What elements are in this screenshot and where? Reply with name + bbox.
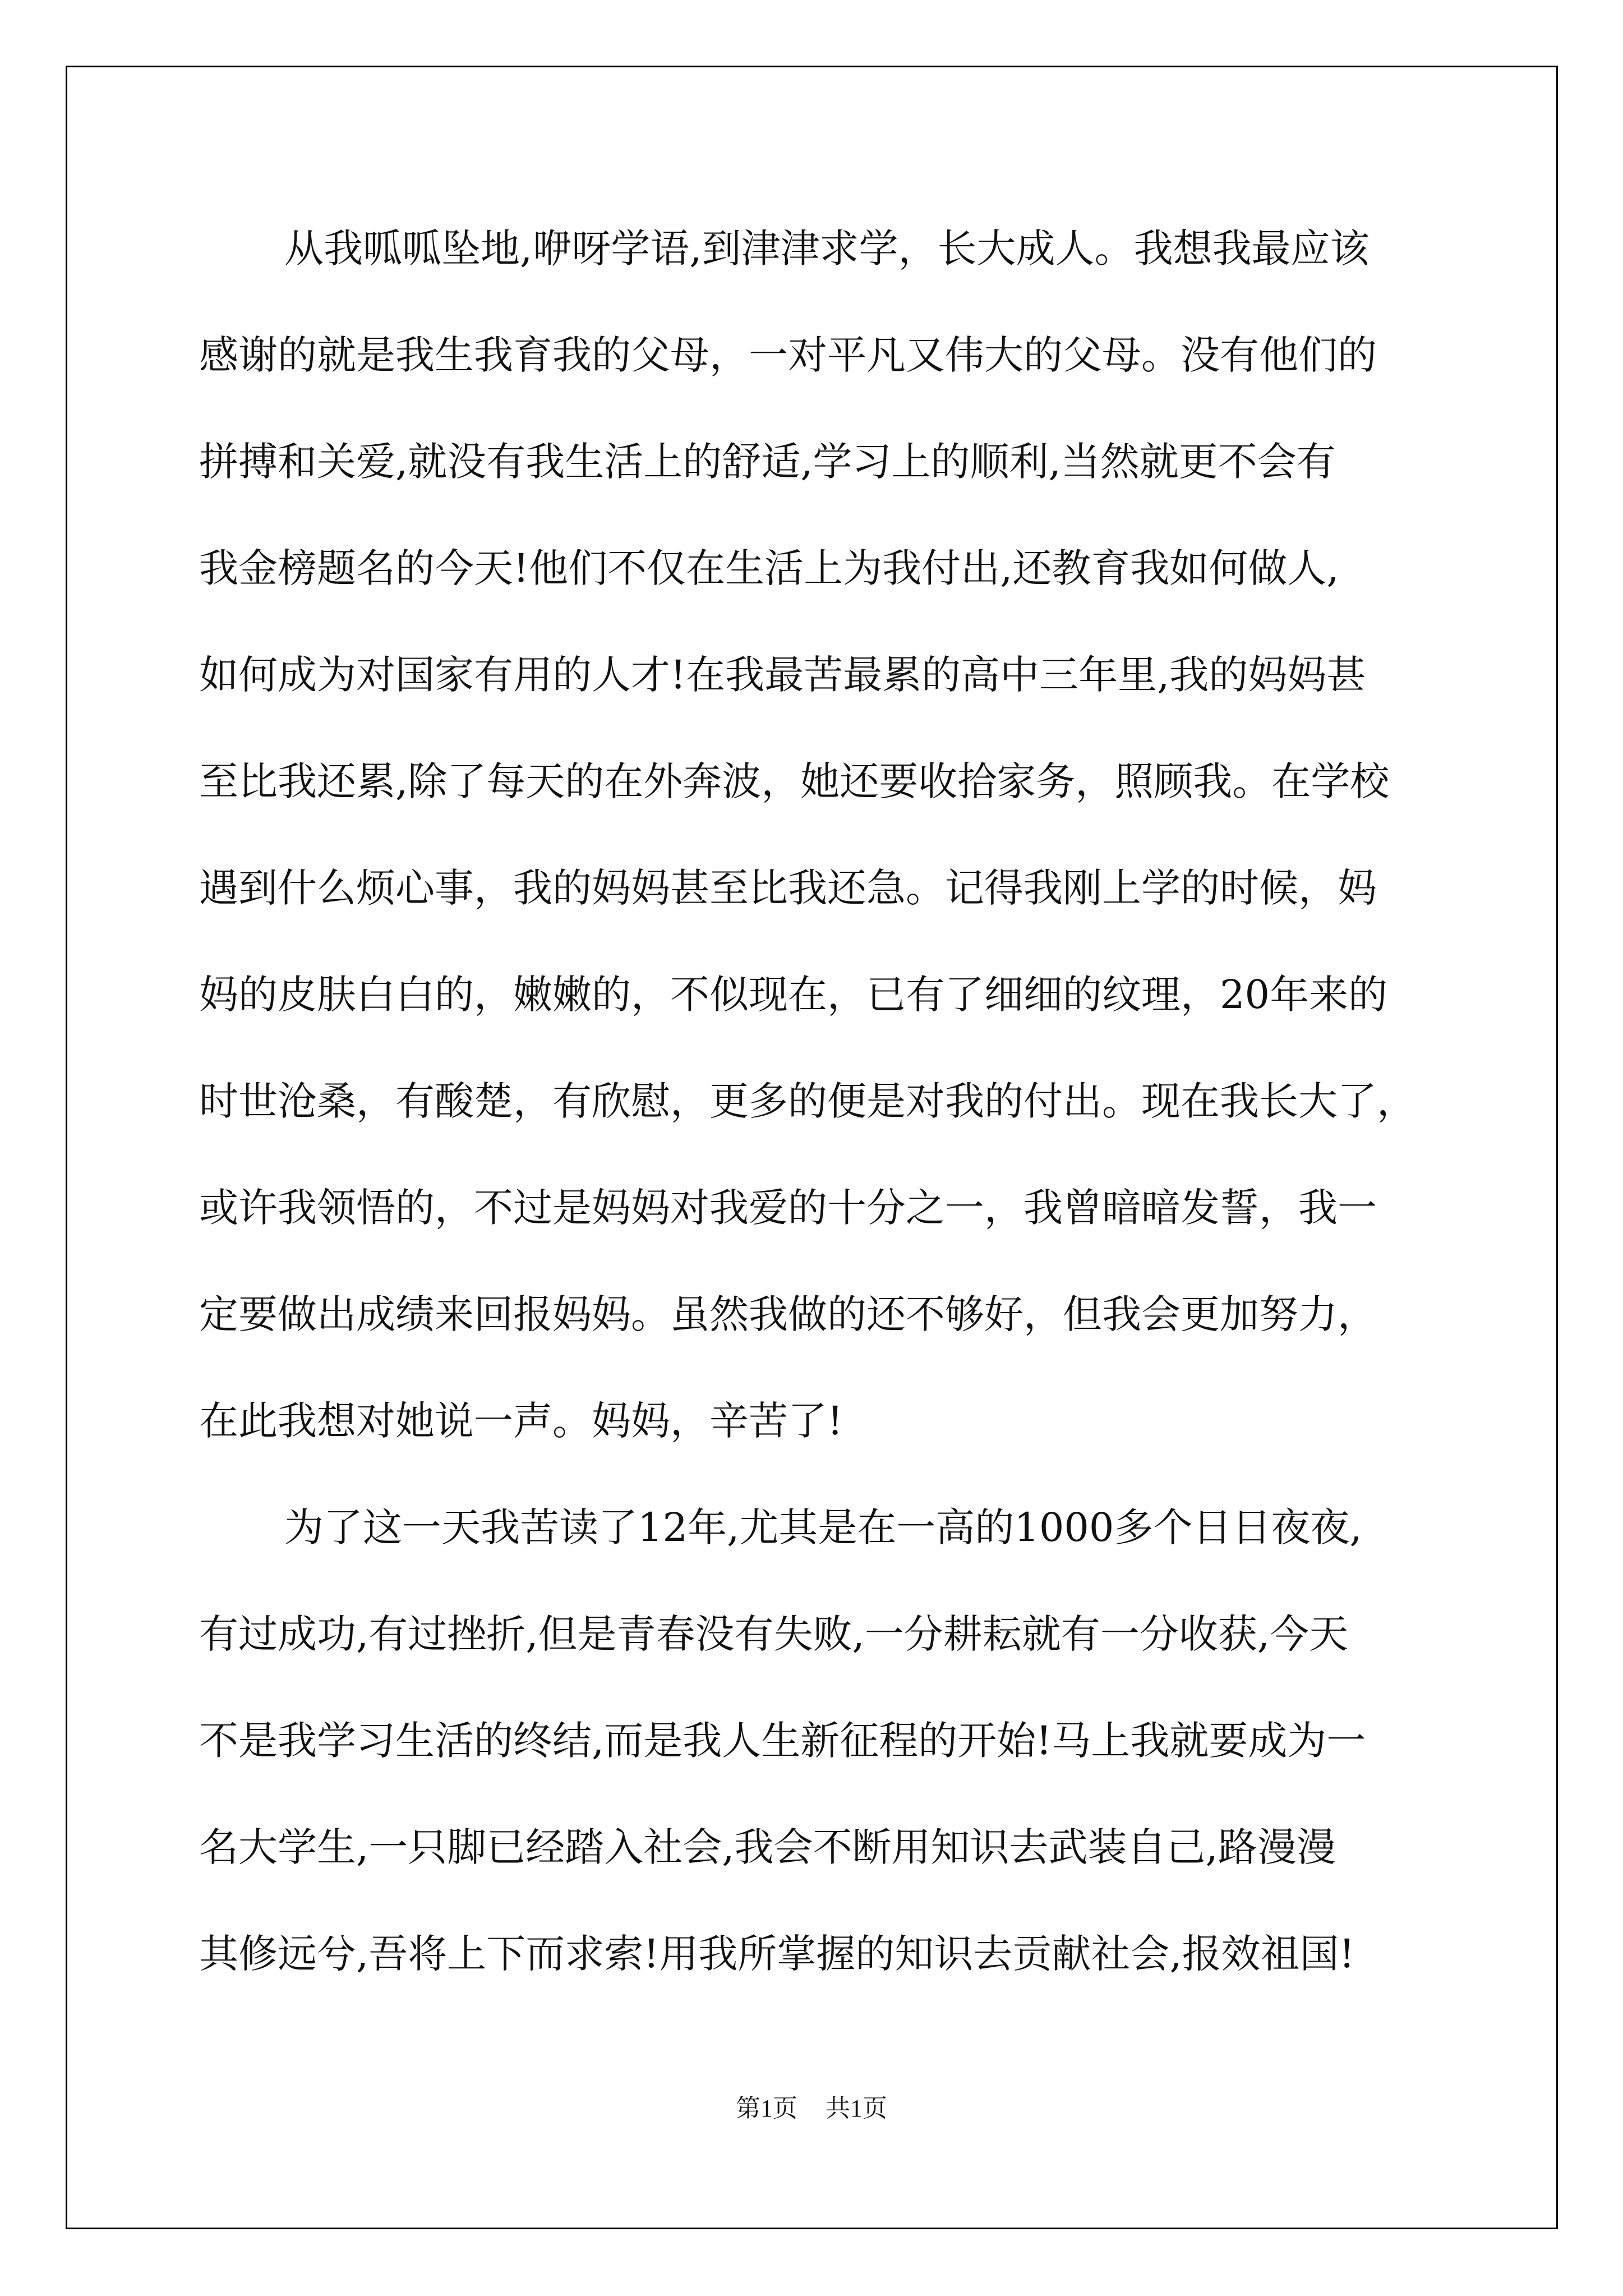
page-number: 第1页 <box>736 2095 797 2122</box>
paragraph-2-line-4: 名大学生,一只脚已经踏入社会,我会不断用知识去武装自己,路漫漫 <box>199 1824 1336 1870</box>
paragraph-1-line-2: 感谢的就是我生我育我的父母，一对平凡又伟大的父母。没有他们的 <box>199 332 1377 378</box>
paragraph-1-line-12: 在此我想对她说一声。妈妈，辛苦了! <box>199 1398 843 1444</box>
total-pages: 共1页 <box>826 2095 887 2122</box>
paragraph-2-line-5: 其修远兮,吾将上下而求索!用我所掌握的知识去贡献社会,报效祖国! <box>199 1931 1355 1977</box>
paragraph-1-line-10: 或许我领悟的，不过是妈妈对我爱的十分之一，我曾暗暗发誓，我一 <box>199 1185 1377 1231</box>
paragraph-1-line-1: 从我呱呱坠地,咿呀学语,到津津求学，长大成人。我想我最应该 <box>284 226 1370 272</box>
paragraph-2-line-1: 为了这一天我苦读了12年,尤其是在一高的1000多个日日夜夜, <box>284 1504 1362 1550</box>
paragraph-1-line-7: 遇到什么烦心事，我的妈妈甚至比我还急。记得我刚上学的时候，妈 <box>199 865 1377 911</box>
paragraph-1-line-3: 拼搏和关爱,就没有我生活上的舒适,学习上的顺利,当然就更不会有 <box>199 439 1336 485</box>
paragraph-1-line-5: 如何成为对国家有用的人才!在我最苦最累的高中三年里,我的妈妈甚 <box>199 652 1366 698</box>
paragraph-1-line-6: 至比我还累,除了每天的在外奔波，她还要收拾家务，照顾我。在学校 <box>199 758 1390 804</box>
paragraph-1-line-4: 我金榜题名的今天!他们不仅在生活上为我付出,还教育我如何做人, <box>199 545 1339 591</box>
paragraph-2-line-3: 不是我学习生活的终结,而是我人生新征程的开始!马上我就要成为一 <box>199 1718 1366 1764</box>
document-body <box>199 195 1444 2007</box>
paragraph-2-line-2: 有过成功,有过挫折,但是青春没有失败,一分耕耘就有一分收获,今天 <box>199 1611 1349 1657</box>
paragraph-1-line-11: 定要做出成绩来回报妈妈。虽然我做的还不够好，但我会更加努力， <box>199 1291 1377 1337</box>
paragraph-1-line-9: 时世沧桑，有酸楚，有欣慰，更多的便是对我的付出。现在我长大了， <box>199 1078 1416 1124</box>
paragraph-1-line-8: 妈的皮肤白白的，嫩嫩的，不似现在，已有了细细的纹理，20年来的 <box>199 972 1388 1018</box>
page-footer <box>0 2088 1623 2124</box>
